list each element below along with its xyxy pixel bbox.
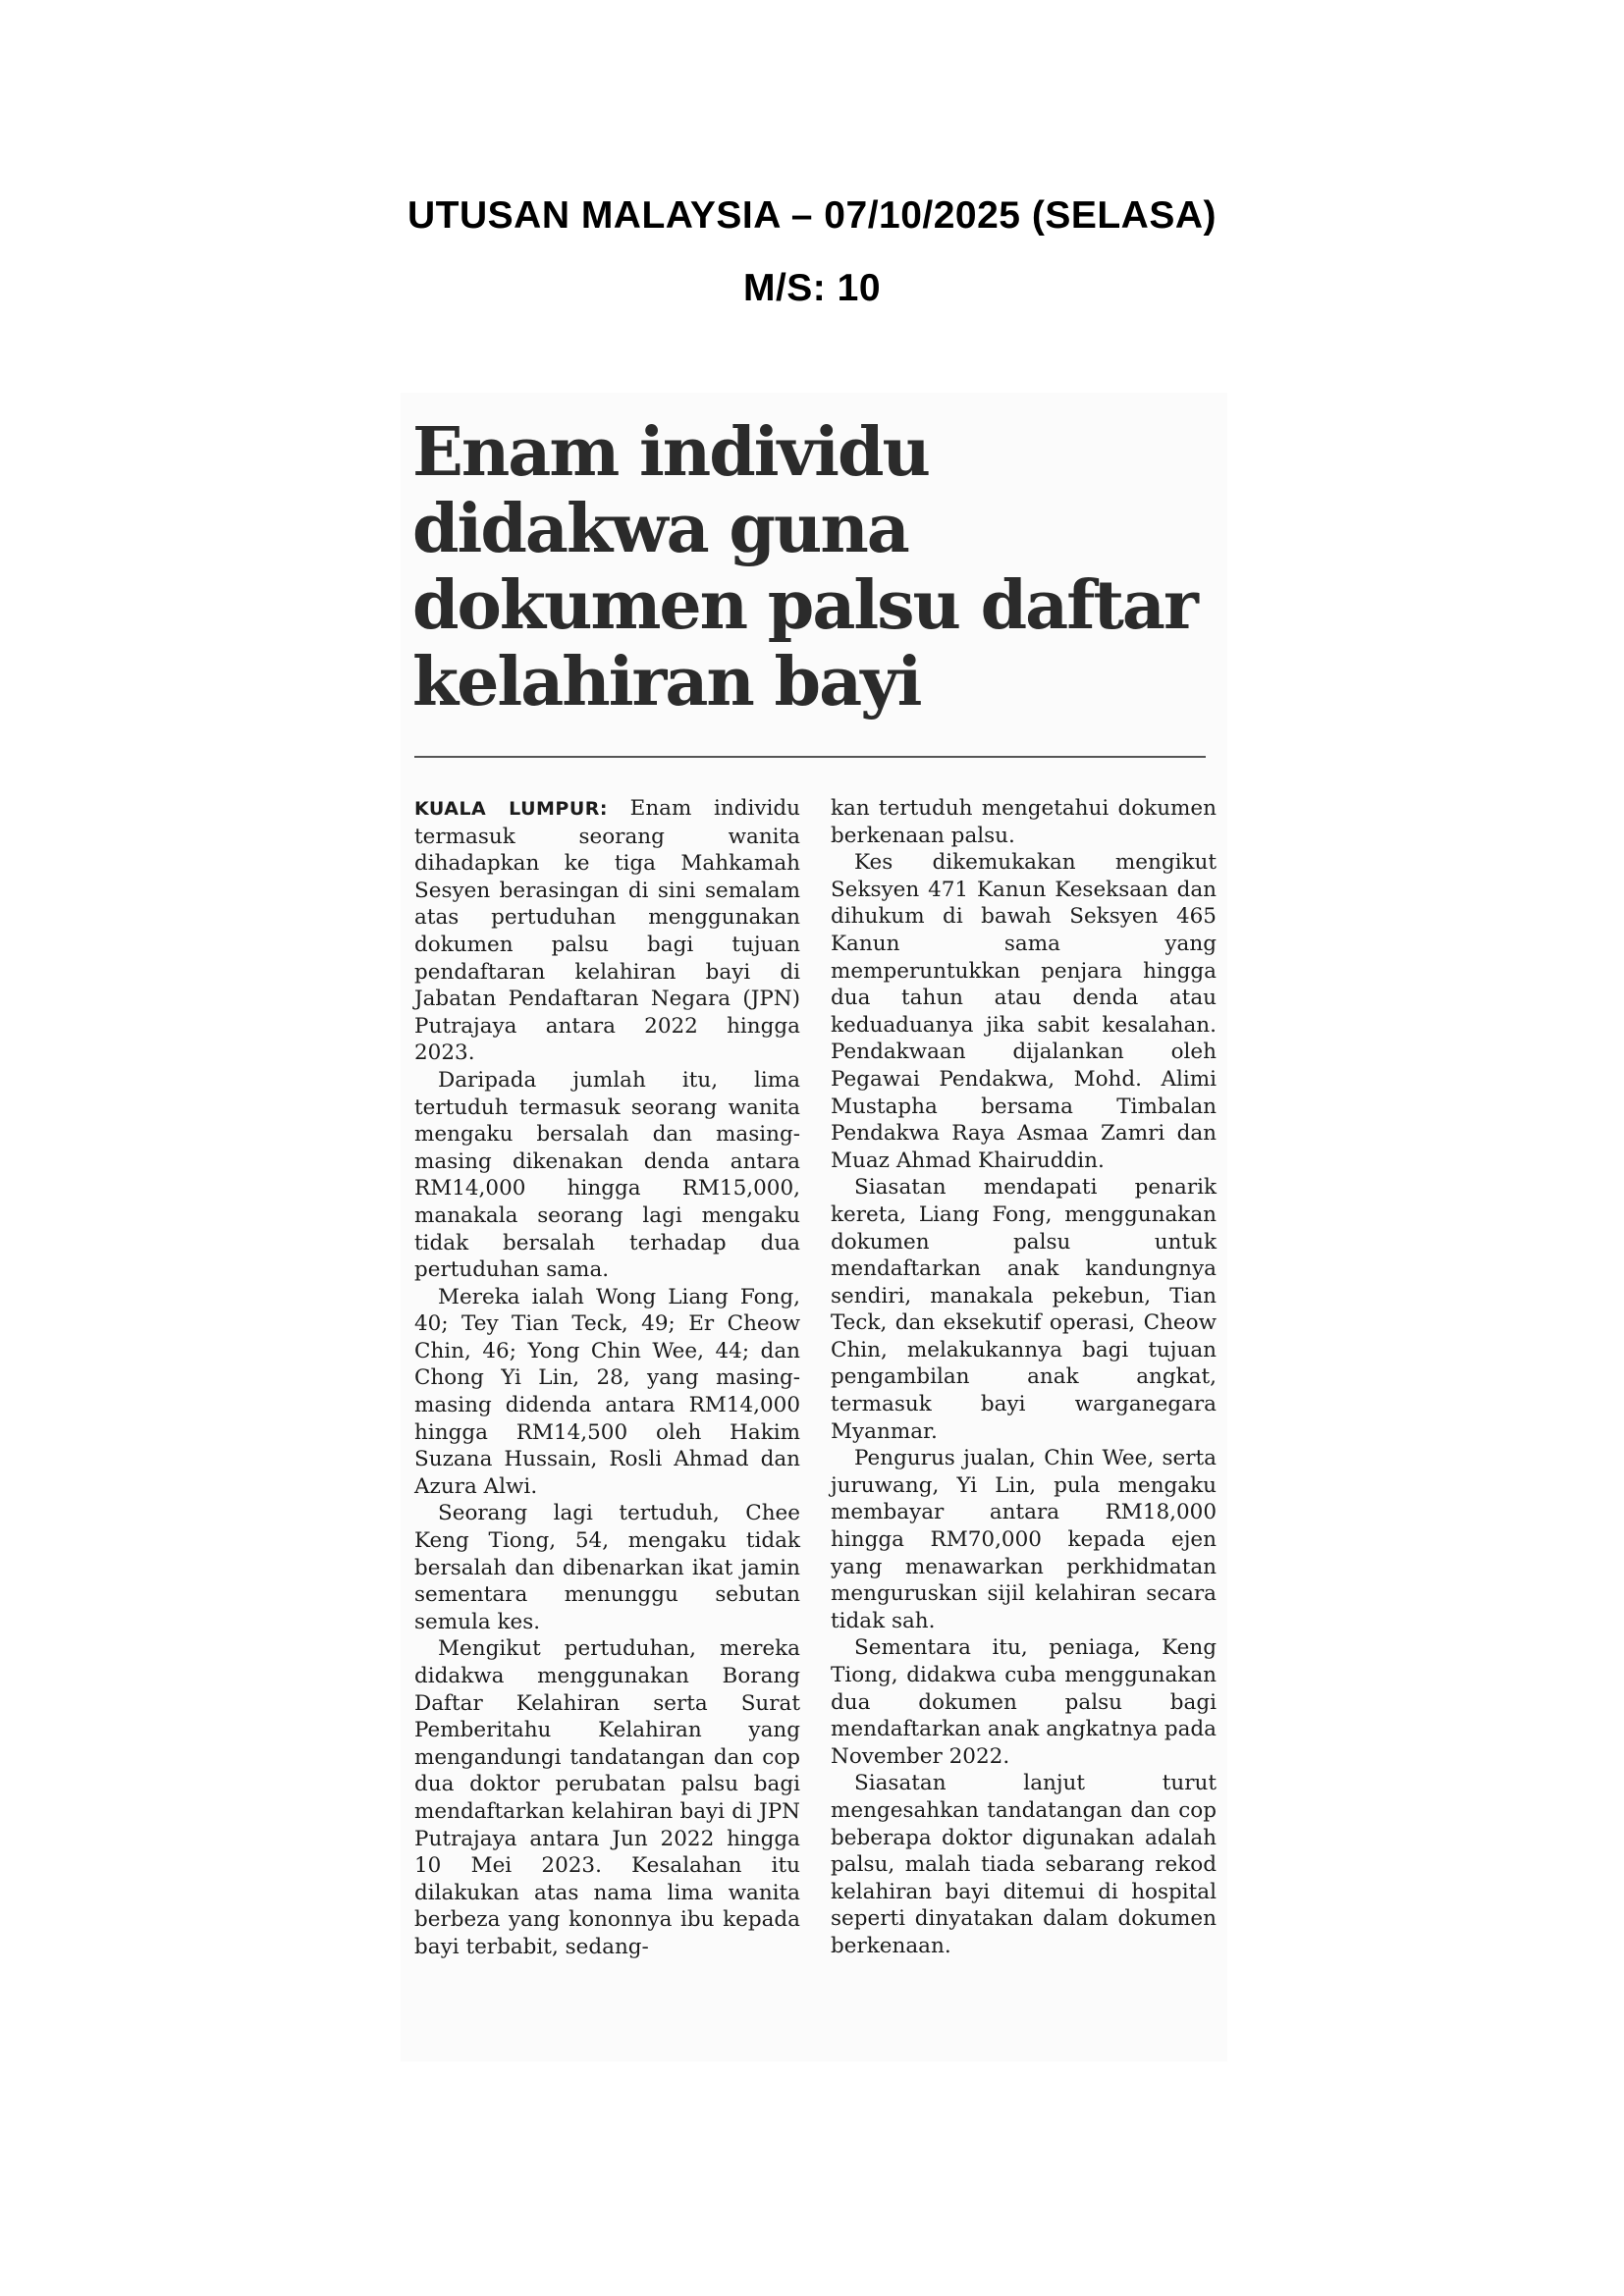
- body-paragraph: Kes dikemukakan mengikut Seksyen 471 Kanun Keseksaan dan dihukum di bawah Seksyen 465 Kanun sama yang memperuntukkan penjara hingga dua tahun atau denda atau keduaduanya jika sabit kesalahan. Pendakwaan dijalankan oleh Pegawai Pendakwa, Mohd. Alimi Mustapha bersama Timbalan Pendakwa Raya Asmaa Zamri dan Muaz Ahmad Khairuddin.: [831, 850, 1217, 1173]
- body-paragraph: Mereka ialah Wong Liang Fong, 40; Tey Tian Teck, 49; Er Cheow Chin, 46; Yong Chin Wee, 44; dan Chong Yi Lin, 28, yang masing-masing didenda antara RM14,000 hingga RM14,500 oleh Hakim Suzana Hussain, Rosli Ahmad dan Azura Alwi.: [414, 1284, 800, 1499]
- headline-line: didakwa guna: [412, 490, 908, 568]
- body-paragraph: Seorang lagi tertuduh, Chee Keng Tiong, 54, mengaku tidak bersalah dan dibenarkan ikat jamin sementara menunggu sebutan semula kes.: [414, 1501, 800, 1634]
- body-paragraph: Pengurus jualan, Chin Wee, serta juruwang, Yi Lin, pula mengaku membayar antara RM18,000 hingga RM70,000 kepada ejen yang menawarkan perkhidmatan menguruskan sijil kelahiran secara tidak sah.: [831, 1446, 1217, 1633]
- body-paragraph: Siasatan mendapati penarik kereta, Liang Fong, menggunakan dokumen palsu untuk mendaftarkan anak kandungnya sendiri, manakala pekebun, Tian Teck, dan eksekutif operasi, Cheow Chin, melakukannya bagi tujuan pengambilan anak angkat, termasuk bayi warganegara Myanmar.: [831, 1175, 1217, 1444]
- lead-paragraph: [414, 795, 800, 1067]
- publication-header: UTUSAN MALAYSIA – 07/10/2025 (SELASA): [406, 194, 1218, 237]
- body-paragraph: Siasatan lanjut turut mengesahkan tandatangan dan cop beberapa doktor digunakan adalah palsu, malah tiada sebarang rekod kelahiran bayi ditemui di hospital seperti dinyatakan dalam dokumen berkenaan.: [831, 1771, 1217, 1958]
- body-paragraph: Sementara itu, peniaga, Keng Tiong, didakwa cuba menggunakan dua dokumen palsu bagi mendaftarkan anak angkatnya pada November 2022.: [831, 1635, 1217, 1769]
- lead-text: Enam individu termasuk seorang wanita dihadapkan ke tiga Mahkamah Sesyen berasingan di sini semalam atas pertuduhan menggunakan dokumen palsu bagi tujuan pendaftaran kelahiran bayi di Jabatan Pendaftaran Negara (JPN) Putrajaya antara 2022 hingga 2023.: [414, 796, 800, 1066]
- body-paragraph: Daripada jumlah itu, lima tertuduh termasuk seorang wanita mengaku bersalah dan masing-masing dikenakan denda antara RM14,000 hingga RM15,000, manakala seorang lagi mengaku tidak bersalah terhadap dua pertuduhan sama.: [414, 1067, 800, 1283]
- headline-line: dokumen palsu daftar: [412, 566, 1197, 645]
- article-headline: [412, 414, 1198, 721]
- headline-line: kelahiran bayi: [412, 643, 921, 721]
- article-column-right: [831, 795, 1217, 1960]
- headline-divider: [414, 756, 1206, 758]
- body-paragraph: Mengikut pertuduhan, mereka didakwa menggunakan Borang Daftar Kelahiran serta Surat Pemberitahu Kelahiran yang mengandungi tandatangan dan cop dua doktor perubatan palsu bagi mendaftarkan kelahiran bayi di JPN Putrajaya antara Jun 2022 hingga 10 Mei 2023. Kesalahan itu dilakukan atas nama lima wanita berbeza yang kononnya ibu kepada bayi terbabit, sedang-: [414, 1636, 800, 1959]
- dateline: KUALA LUMPUR:: [414, 798, 608, 820]
- continuation-text: kan tertuduh mengetahui dokumen berkenaan palsu.: [831, 796, 1217, 848]
- article-column-left: [414, 795, 800, 1961]
- page-number: M/S: 10: [742, 267, 882, 309]
- newspaper-clipping: [401, 393, 1227, 2061]
- headline-line: Enam individu: [412, 413, 929, 492]
